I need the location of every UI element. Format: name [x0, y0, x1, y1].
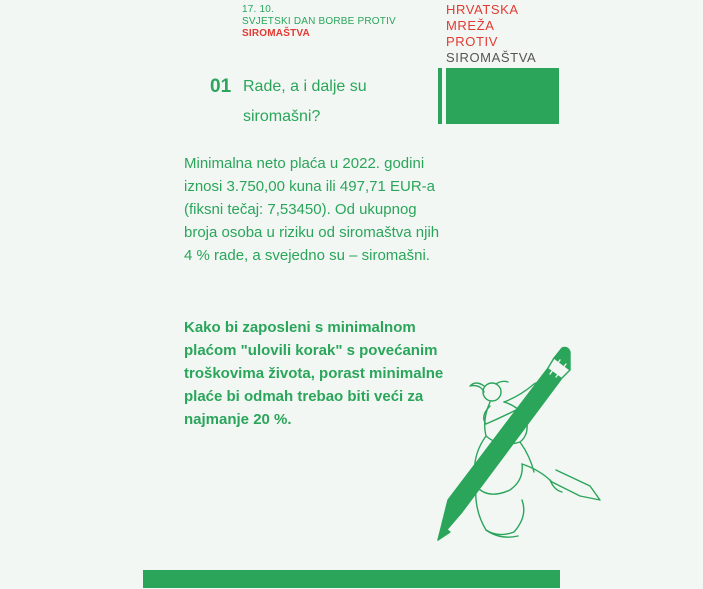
event-heading: [242, 4, 396, 40]
brand-line-3: PROTIV: [446, 34, 498, 49]
question-number: 01: [210, 76, 232, 97]
event-date: 17. 10.: [242, 4, 274, 15]
event-title: SVJETSKI DAN BORBE PROTIV: [242, 16, 396, 27]
body-paragraph-1: Minimalna neto plaća u 2022. godini iznosi 3.750,00 kuna ili 497,71 EUR-a (fiksni tečaj: 7,53450). Od ukupnog broja osoba u riziku od siromaštva njih 4 % rade, a svejedno su – siromašni.: [184, 155, 440, 264]
brand-line-2: MREŽA: [446, 18, 495, 33]
woman-riding-pencil-icon: [430, 340, 610, 555]
body-paragraph-2: Kako bi zaposleni s minimalnom plaćom "ulovili korak" s povećanim troškovima života, porast minimalne plaće bi odmah trebao biti veći za najmanje 20 %.: [184, 319, 444, 428]
brand-line-4: SIROMAŠTVA: [446, 50, 537, 65]
brand-color-block: [446, 68, 559, 124]
footer-bar: [143, 570, 560, 588]
brand-line-1: HRVATSKA: [446, 2, 519, 17]
question-text: Rade, a i dalje su siromašni?: [243, 78, 367, 125]
organization-logo-text: [446, 2, 536, 66]
event-title-highlight: SIROMAŠTVA: [242, 28, 310, 39]
brand-divider: [438, 68, 442, 124]
